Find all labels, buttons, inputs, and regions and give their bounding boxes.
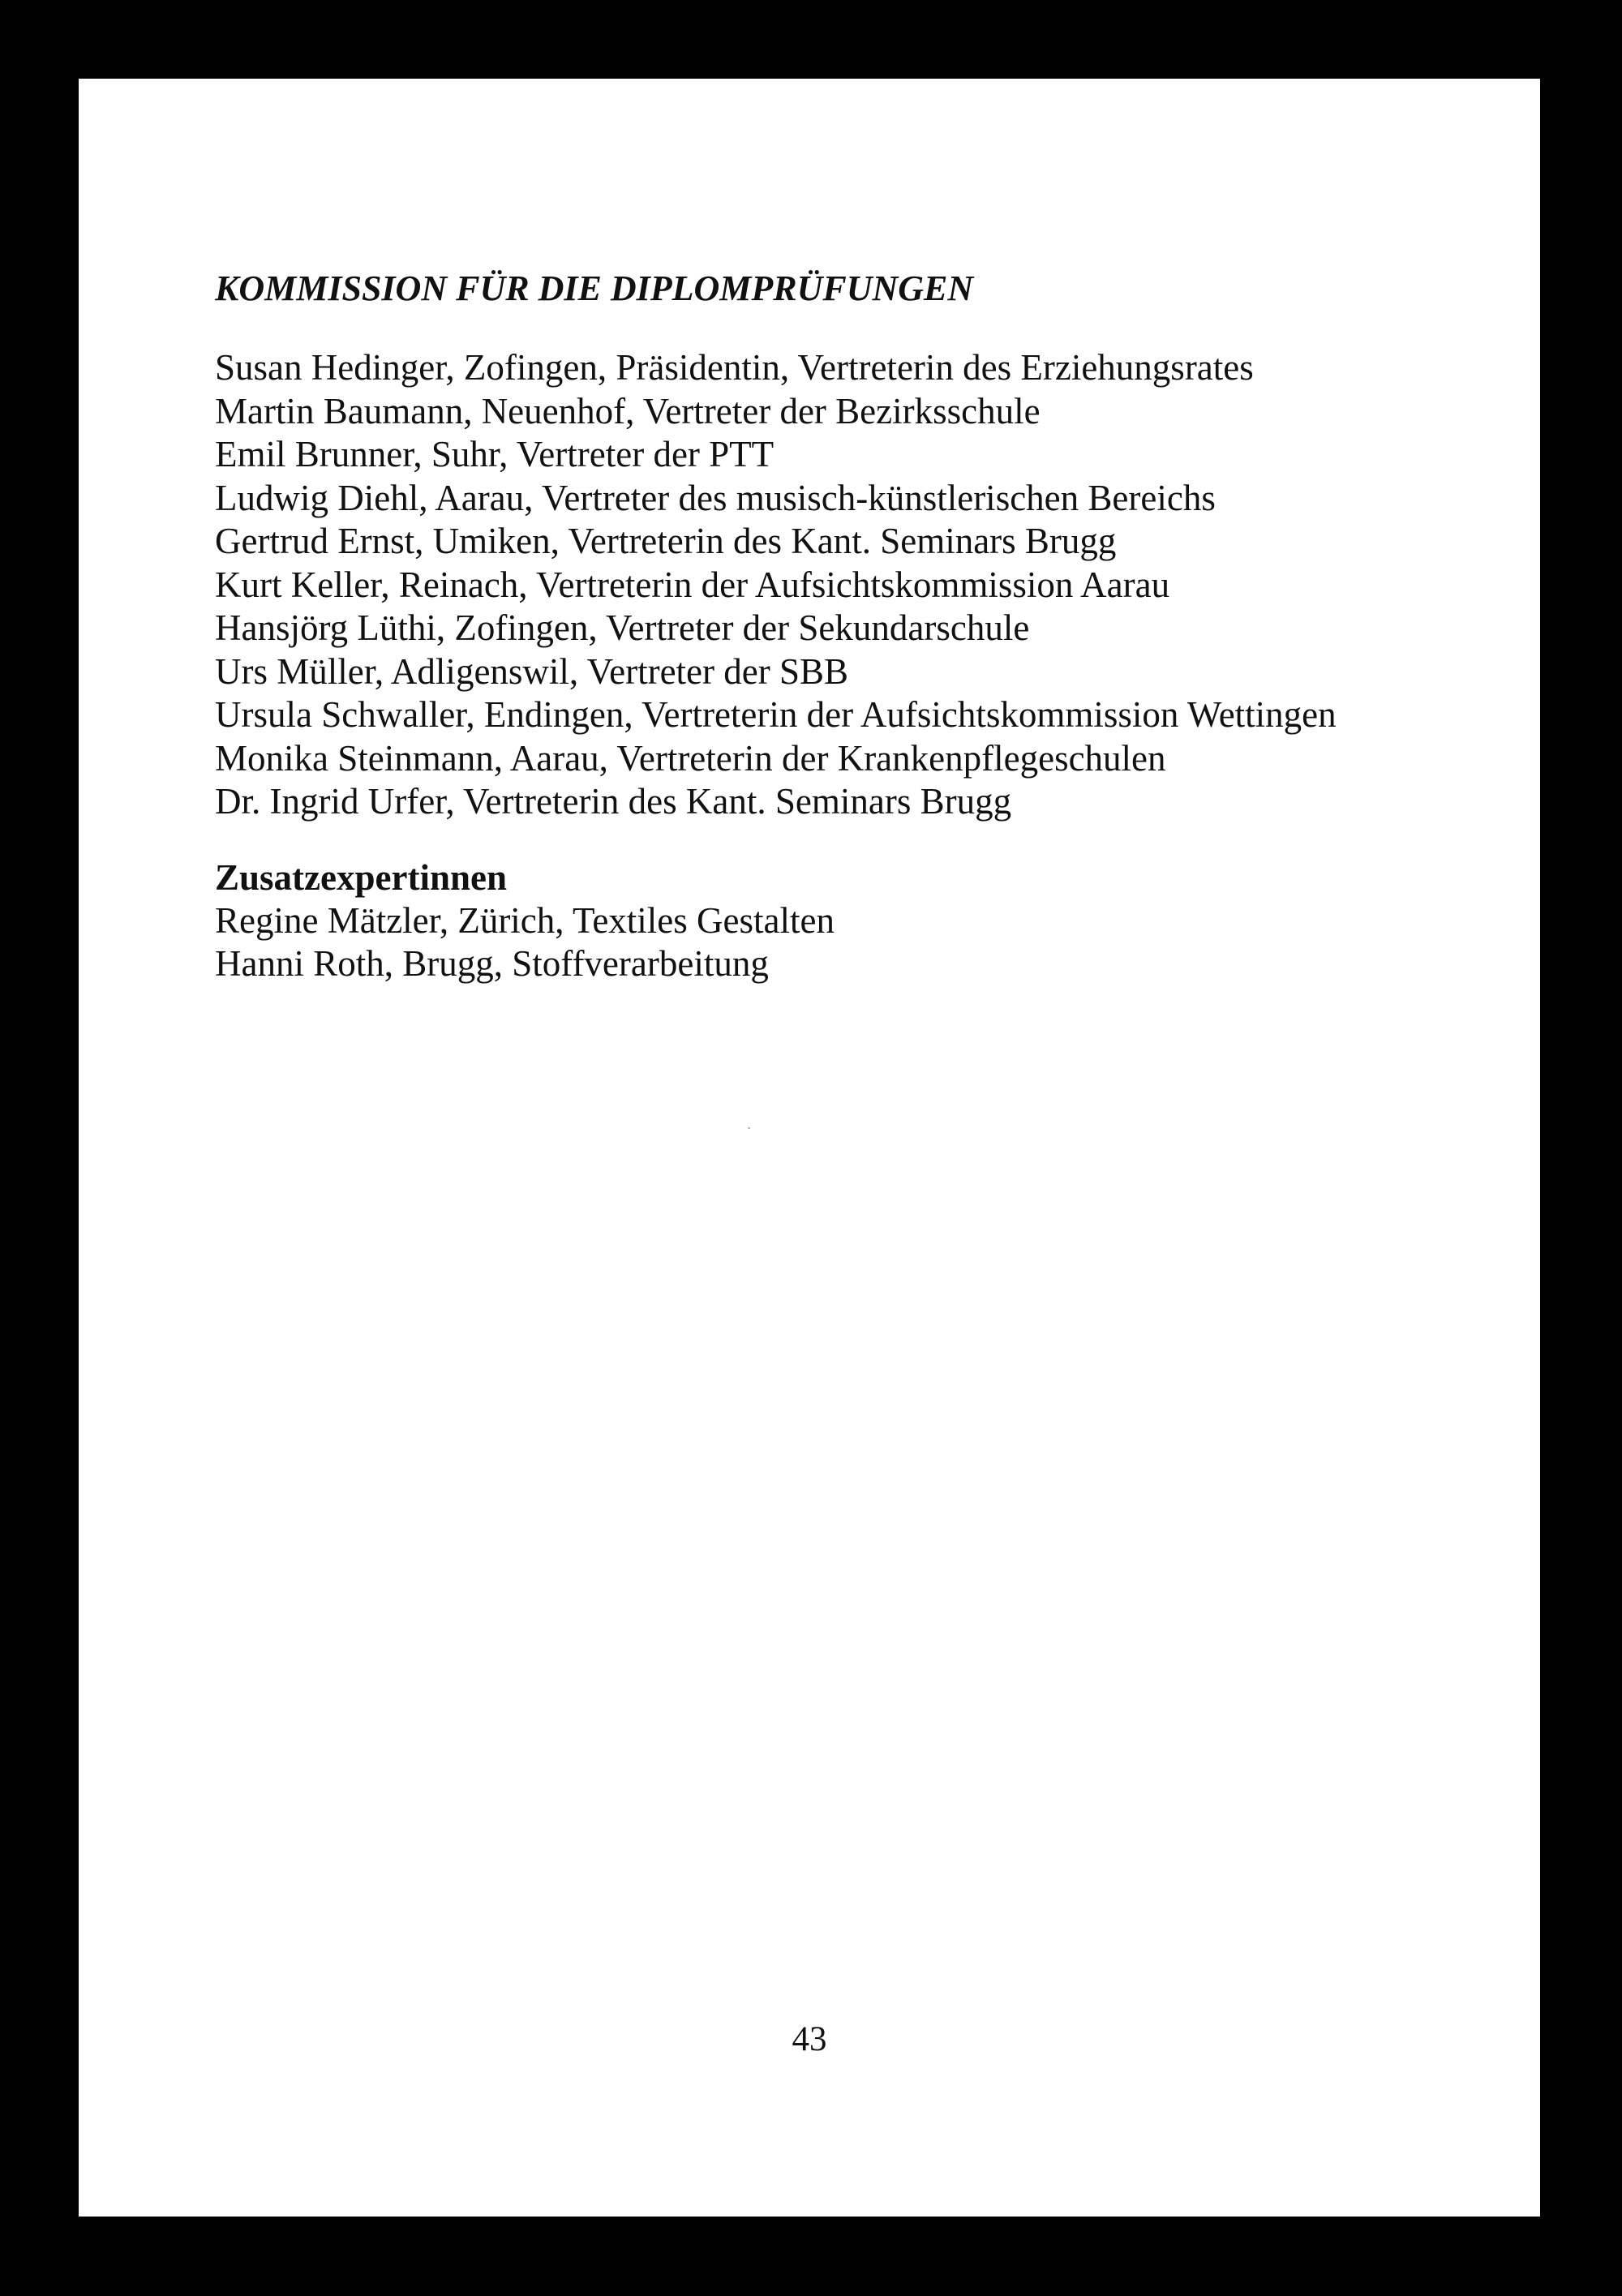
expert-line: Hanni Roth, Brugg, Stoffverarbeitung [215,943,769,984]
member-line: Monika Steinmann, Aarau, Vertreterin der Krankenpflegeschulen [215,737,1166,779]
member-line: Susan Hedinger, Zofingen, Präsidentin, Vertreterin des Erziehungsrates [215,347,1254,388]
member-line: Hansjörg Lüthi, Zofingen, Vertreter der Sekundarschule [215,607,1030,648]
commission-member-list [215,346,1480,824]
member-line: Gertrud Ernst, Umiken, Vertreterin des Kant. Seminars Brugg [215,521,1117,561]
experts-heading: Zusatzexpertinnen [215,856,507,898]
page-content [215,268,1480,986]
expert-list [215,899,1480,986]
paper-sheet [79,79,1540,2217]
member-line: Martin Baumann, Neuenhof, Vertreter der Bezirksschule [215,390,1041,431]
member-line: Ursula Schwaller, Endingen, Vertreterin der Aufsichtskommission Wettingen [215,694,1337,735]
member-line: Kurt Keller, Reinach, Vertreterin der Aufsichtskommission Aarau [215,564,1170,605]
member-line: Urs Müller, Adligenswil, Vertreter der SBB [215,650,849,692]
member-line: Emil Brunner, Suhr, Vertreter der PTT [215,434,775,474]
member-line: Ludwig Diehl, Aarau, Vertreter des musisch-künstlerischen Bereichs [215,477,1216,518]
member-line: Dr. Ingrid Urfer, Vertreterin des Kant. Seminars Brugg [215,781,1012,822]
commission-heading: KOMMISSION FÜR DIE DIPLOMPRÜFUNGEN [215,268,974,308]
page-number: 43 [792,2020,827,2058]
expert-line: Regine Mätzler, Zürich, Textiles Gestalten [215,899,835,941]
scan-speck [748,1127,750,1129]
